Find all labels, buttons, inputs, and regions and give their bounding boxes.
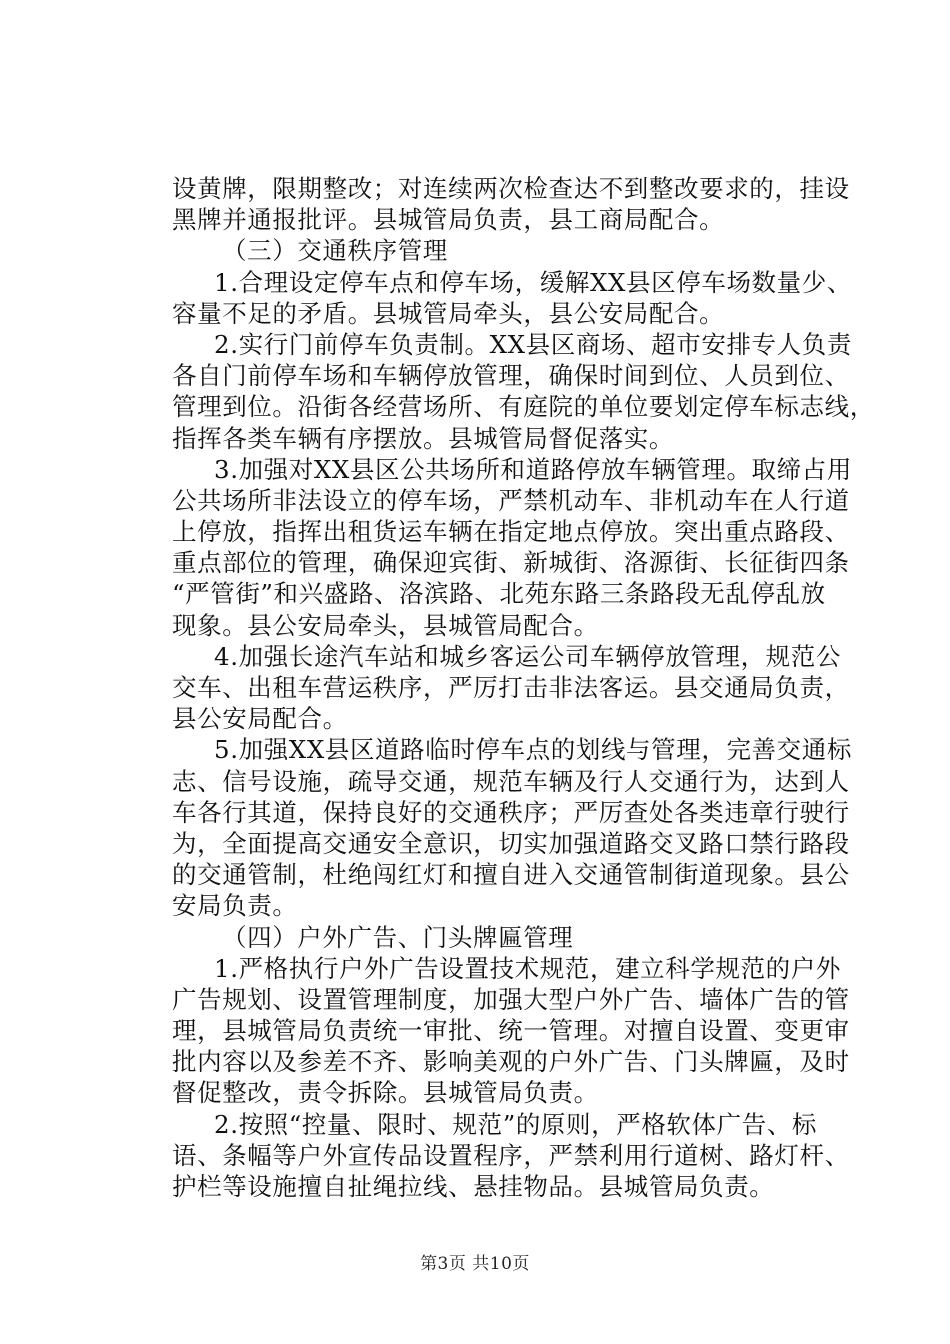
paragraph-first-line: 1.严格执行户外广告设置技术规范，建立科学规范的户外	[214, 953, 841, 983]
paragraph-line: 县公安局配合。	[172, 704, 348, 734]
document-body	[172, 173, 875, 1202]
paragraph-line: 各自门前停车场和车辆停放管理，确保时间到位、人员到位、	[172, 361, 850, 391]
paragraph-first-line: 1.合理设定停车点和停车场，缓解XX县区停车场数量少、	[214, 267, 852, 297]
section-heading: （四）户外广告、门头牌匾管理	[222, 922, 574, 952]
paragraph-line: 上停放，指挥出租货运车辆在指定地点停放。突出重点路段、	[172, 517, 850, 547]
paragraph-line: 的交通管制，杜绝闯红灯和擅自进入交通管制街道现象。县公	[172, 860, 850, 890]
paragraph-line: 理，县城管局负责统一审批、统一管理。对擅自设置、变更审	[172, 1016, 850, 1046]
paragraph-line: 容量不足的矛盾。县城管局牵头，县公安局配合。	[172, 298, 725, 328]
paragraph-line: 广告规划、设置管理制度，加强大型户外广告、墙体广告的管	[172, 984, 850, 1014]
paragraph-line: 黑牌并通报批评。县城管局负责，县工商局配合。	[172, 205, 725, 235]
paragraph-line: 公共场所非法设立的停车场，严禁机动车、非机动车在人行道	[172, 485, 850, 515]
paragraph-line: “严管街”和兴盛路、洛滨路、北苑东路三条路段无乱停乱放	[172, 579, 826, 609]
paragraph-first-line: 2.按照“控量、限时、规范”的原则，严格软体广告、标	[214, 1109, 818, 1139]
paragraph-line: 语、条幅等户外宣传品设置程序，严禁利用行道树、路灯杆、	[172, 1140, 850, 1170]
paragraph-line: 批内容以及参差不齐、影响美观的户外广告、门头牌匾，及时	[172, 1047, 850, 1077]
paragraph-line: 护栏等设施擅自扯绳拉线、悬挂物品。县城管局负责。	[172, 1172, 775, 1201]
paragraph-line: 指挥各类车辆有序摆放。县城管局督促落实。	[172, 423, 674, 453]
paragraph-line: 志、信号设施，疏导交通，规范车辆及行人交通行为，达到人	[172, 766, 850, 796]
paragraph-line: 交车、出租车营运秩序，严厉打击非法客运。县交通局负责，	[172, 673, 850, 702]
paragraph-line: 设黄牌，限期整改；对连续两次检查达不到整改要求的，挂设	[172, 174, 850, 203]
paragraph-first-line: 3.加强对XX县区公共场所和道路停放车辆管理。取缔占用	[214, 454, 852, 484]
paragraph-line: 安局负责。	[172, 891, 298, 921]
paragraph-first-line: 2.实行门前停车负责制。XX县区商场、超市安排专人负责	[214, 329, 852, 359]
paragraph-line: 为，全面提高交通安全意识，切实加强道路交叉路口禁行路段	[172, 828, 850, 858]
page-footer: 第3页 共10页	[420, 1254, 530, 1274]
paragraph-line: 督促整改，责令拆除。县城管局负责。	[172, 1078, 599, 1108]
paragraph-line: 重点部位的管理，确保迎宾街、新城街、洛源街、长征街四条	[172, 548, 850, 578]
section-heading: （三）交通秩序管理	[222, 236, 448, 266]
paragraph-line: 管理到位。沿街各经营场所、有庭院的单位要划定停车标志线，	[172, 392, 875, 422]
paragraph-first-line: 5.加强XX县区道路临时停车点的划线与管理，完善交通标	[214, 735, 852, 765]
paragraph-line: 车各行其道，保持良好的交通秩序；严厉查处各类违章行驶行	[172, 797, 850, 827]
paragraph-line: 现象。县公安局牵头，县城管局配合。	[172, 610, 599, 640]
paragraph-first-line: 4.加强长途汽车站和城乡客运公司车辆停放管理，规范公	[214, 641, 841, 671]
